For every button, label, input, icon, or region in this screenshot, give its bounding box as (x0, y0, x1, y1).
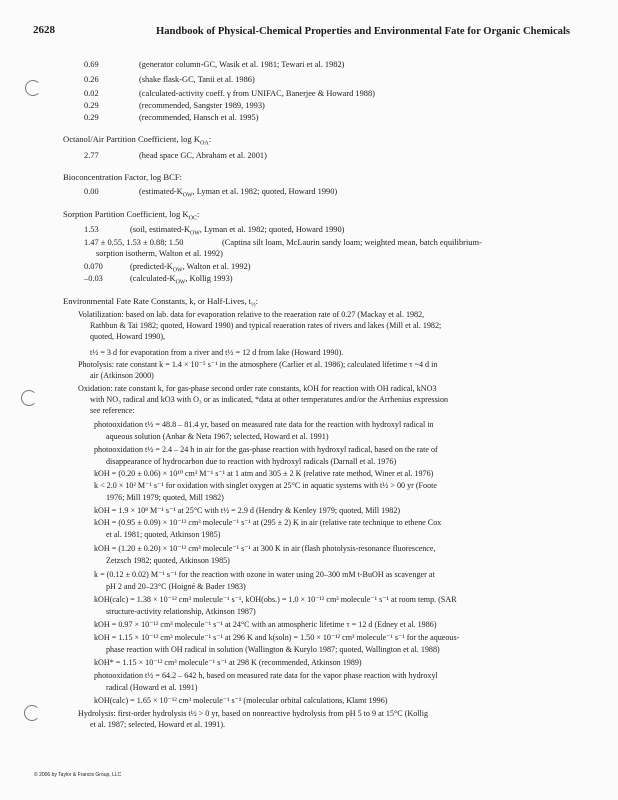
text-line: photooxidation t½ = 64.2 – 642 h, based on measured rate data for the vapor phase reaction with hydroxyl (94, 671, 438, 680)
text-line: kOH(calc) = 1.38 × 10⁻¹² cm³ molecule⁻¹ s⁻¹, kOH(obs.) = 1.0 × 10⁻¹² cm³ molecule⁻¹ s⁻¹ at room temp. (SAR (94, 595, 457, 604)
text-line: Photolysis: rate constant k = 1.4 × 10⁻⁵ s⁻¹ in the atmosphere (Carlier et al. 1986); calculated lifetime τ ~4 d in (78, 360, 438, 369)
text-line: quoted, Howard 1990), (90, 332, 166, 341)
text-line: Hydrolysis: first-order hydrolysis t½ > 0 yr, based on nonreactive hydrolysis from pH 5 to 9 at 15°C (Kollig (78, 709, 429, 718)
section-heading: Bioconcentration Factor, log BCF: (63, 172, 182, 182)
page-number: 2628 (33, 24, 55, 36)
text-line: phase reaction with OH radical in solution (Wallington & Kurylo 1987; quoted, Wallington et al. 1988) (106, 645, 440, 654)
text-line: kOH = 1.15 × 10⁻¹² cm³ molecule⁻¹ s⁻¹ at 296 K and k(soln) = 1.50 × 10⁻¹² cm³ molecule⁻¹ s⁻¹ for the aqueous- (94, 633, 460, 642)
text-line: kOH = 1.9 × 10⁸ M⁻¹ s⁻¹ at 25°C with t½ = 2.9 d (Hendry & Kenley 1979; quoted, Mill 1982) (94, 506, 401, 515)
text-line: kOH = (1.20 ± 0.20) × 10⁻¹² cm³ molecule⁻¹ s⁻¹ at 300 K in air (flash photolysis-resonance fluorescence, (94, 544, 436, 553)
text-line: pH 2 and 20–23°C (Hoigné & Bader 1983) (106, 582, 246, 591)
text-line: 1976; Mill 1979; quoted, Mill 1982) (106, 493, 224, 502)
text-line: k = (0.12 ± 0.02) M⁻¹ s⁻¹ for the reaction with ozone in water using 20–300 mM t-BuOH as scavenger at (94, 570, 435, 579)
text-line: radical (Howard et al. 1991) (106, 683, 198, 692)
text-line: kOH(calc) = 1.65 × 10⁻¹² cm³ molecule⁻¹ s⁻¹ (molecular orbital calculations, Klamt 1996) (94, 696, 388, 705)
text-line: kOH* = 1.15 × 10⁻¹² cm³ molecule⁻¹ s⁻¹ at 298 K (recommended, Atkinson 1989) (94, 658, 362, 667)
section-heading: Sorption Partition Coefficient, $\log K_{OC}$: (63, 209, 200, 222)
text-line: et al. 1981; quoted, Atkinson 1985) (106, 530, 221, 539)
text-line: photooxidation t½ = 48.8 – 81.4 yr, based on measured rate data for the reaction with hydroxyl radical in (94, 420, 434, 429)
punch-hole (25, 80, 41, 96)
text-line: Zetzsch 1982; quoted, Atkinson 1985) (106, 556, 230, 565)
text-line: t½ = 3 d for evaporation from a river and t½ = 12 d from lake (Howard 1990). (90, 348, 344, 357)
text-line: Volatilization: based on lab. data for evaporation relative to the reaeration rate of 0.27 (Mackay et al. 1982, (78, 310, 425, 319)
text-line: Oxidation: rate constant k, for gas-phase second order rate constants, kOH for reaction with OH radical, kNO3 (78, 384, 437, 393)
copyright: © 2006 by Taylor & Francis Group, LLC (34, 772, 122, 778)
text-line: kOH = 0.97 × 10⁻¹² cm³ molecule⁻¹ s⁻¹ at 24°C with an atmospheric lifetime τ = 12 d (Edney et al. 1986) (94, 620, 437, 629)
section-heading: Environmental Fate Rate Constants, k, or Half-Lives, $t_{\frac{1}{2}}$: (63, 296, 258, 309)
page-title: Handbook of Physical-Chemical Properties and Environmental Fate for Organic Chemicals (156, 26, 571, 37)
text-line: disappearance of hydrocarbon due to reaction with hydroxyl radicals (Darnall et al. 1976) (106, 457, 397, 466)
text-line: k < 2.0 × 10² M⁻¹ s⁻¹ for oxidation with singlet oxygen at 25°C in aquatic systems with t½ > 00 yr (Foote (94, 481, 437, 490)
text-line: et al. 1987; selected, Howard et al. 1991). (90, 720, 226, 729)
punch-hole (24, 705, 40, 721)
text-line: air (Atkinson 2000) (90, 371, 154, 380)
text-line: see reference: (90, 406, 135, 415)
text-line: aqueous solution (Anbar & Neta 1967; selected, Howard et al. 1991) (106, 432, 329, 441)
text-line: Rathbun & Tai 1982; quoted, Howard 1990) and typical reaeration rates of rivers and lakes (Mill et al. 1982; (90, 321, 442, 330)
text-line: kOH = (0.95 ± 0.09) × 10⁻¹² cm³ molecule⁻¹ s⁻¹ at (295 ± 2) K in air (relative rate technique to ethene Cox (94, 518, 442, 527)
text-line: kOH = (0.20 ± 0.06) × 10¹⁰ cm³ M⁻¹ s⁻¹ at 1 atm and 305 ± 2 K (relative rate method, Winer et al. 1976) (94, 469, 434, 478)
punch-hole (21, 390, 37, 406)
section-heading: Octanol/Air Partition Coefficient, $\log K_{OA}$: (63, 134, 212, 147)
text-line: with NO₃ radical and kO3 with O₃ or as indicated, *data at other temperatures and/or the Arrhenius expression (90, 395, 449, 404)
text-line: photooxidation t½ = 2.4 – 24 h in air for the gas-phase reaction with hydroxyl radical, based on the rate of (94, 445, 438, 454)
text-line: structure-activity relationship, Atkinson 1987) (106, 607, 256, 616)
